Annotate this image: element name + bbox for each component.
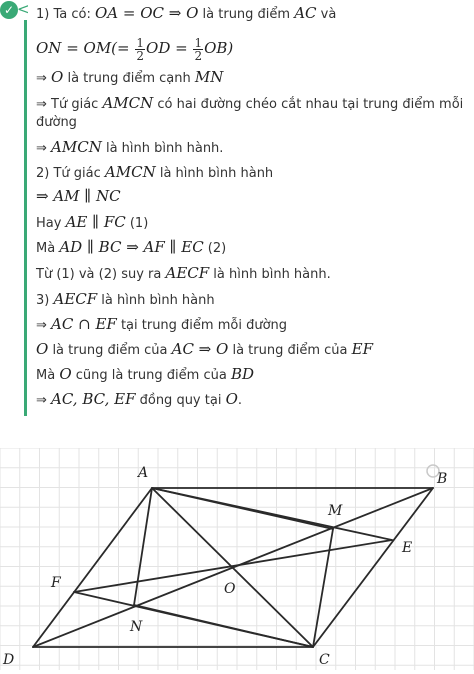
- figure-segments: [33, 488, 433, 647]
- segment-fc: [74, 592, 313, 647]
- solution-line-10: Từ (1) và (2) suy ra AECF là hình bình hành.: [36, 264, 331, 282]
- solution-line-15: ⇒ AC, BC, EF đồng quy tại O.: [36, 390, 243, 408]
- fraction-half-2: $\frac{1}{2}$: [194, 36, 203, 63]
- label-B: B: [437, 471, 448, 487]
- solution-line-3: ⇒ O là trung điểm cạnh MN: [36, 68, 224, 86]
- label-C: C: [319, 652, 330, 668]
- chevron-left-icon: <: [17, 0, 30, 18]
- label-N: N: [130, 619, 143, 635]
- solution-line-8: Hay AE ∥ FC (1): [36, 213, 149, 231]
- solution-line-1: 1) Ta có: OA = OC ⇒ O là trung điểm AC và: [36, 4, 337, 22]
- solution-line-4: ⇒ Tứ giác AMCN có hai đường chéo cắt nhau tại trung điểm mỗi đường: [36, 94, 464, 130]
- solution-line-7: ⇒ AM ∥ NC: [36, 187, 121, 205]
- label-E: E: [402, 540, 413, 556]
- check-icon: ✓: [0, 1, 18, 19]
- solution-line-14: Mà O cũng là trung điểm của BD: [36, 365, 255, 383]
- label-A: A: [138, 465, 149, 481]
- geometry-figure: [0, 448, 474, 670]
- solution-line-12: ⇒ AC ∩ EF tại trung điểm mỗi đường: [36, 315, 288, 333]
- solution-line-6: 2) Tứ giác AMCN là hình bình hành: [36, 163, 274, 181]
- solution-line-5: ⇒ AMCN là hình bình hành.: [36, 138, 224, 156]
- grid-background: [0, 448, 474, 670]
- solution-line-11: 3) AECF là hình bình hành: [36, 290, 215, 308]
- solution-line-13: O là trung điểm của AC ⇒ O là trung điểm của EF: [36, 340, 373, 358]
- geometry-svg: [0, 448, 474, 670]
- label-D: D: [3, 652, 15, 668]
- solution-accent-bar: [24, 20, 27, 416]
- label-M: M: [328, 503, 343, 519]
- fraction-half-1: $\frac{1}{2}$: [136, 36, 145, 63]
- label-F: F: [51, 575, 61, 591]
- label-O: O: [224, 581, 236, 597]
- solution-line-2: ON = OM(= $\frac{1}{2}$ OD = $\frac{1}{2}$ OB): [36, 36, 234, 63]
- solution-line-9: Mà AD ∥ BC ⇒ AF ∥ EC (2): [36, 238, 227, 256]
